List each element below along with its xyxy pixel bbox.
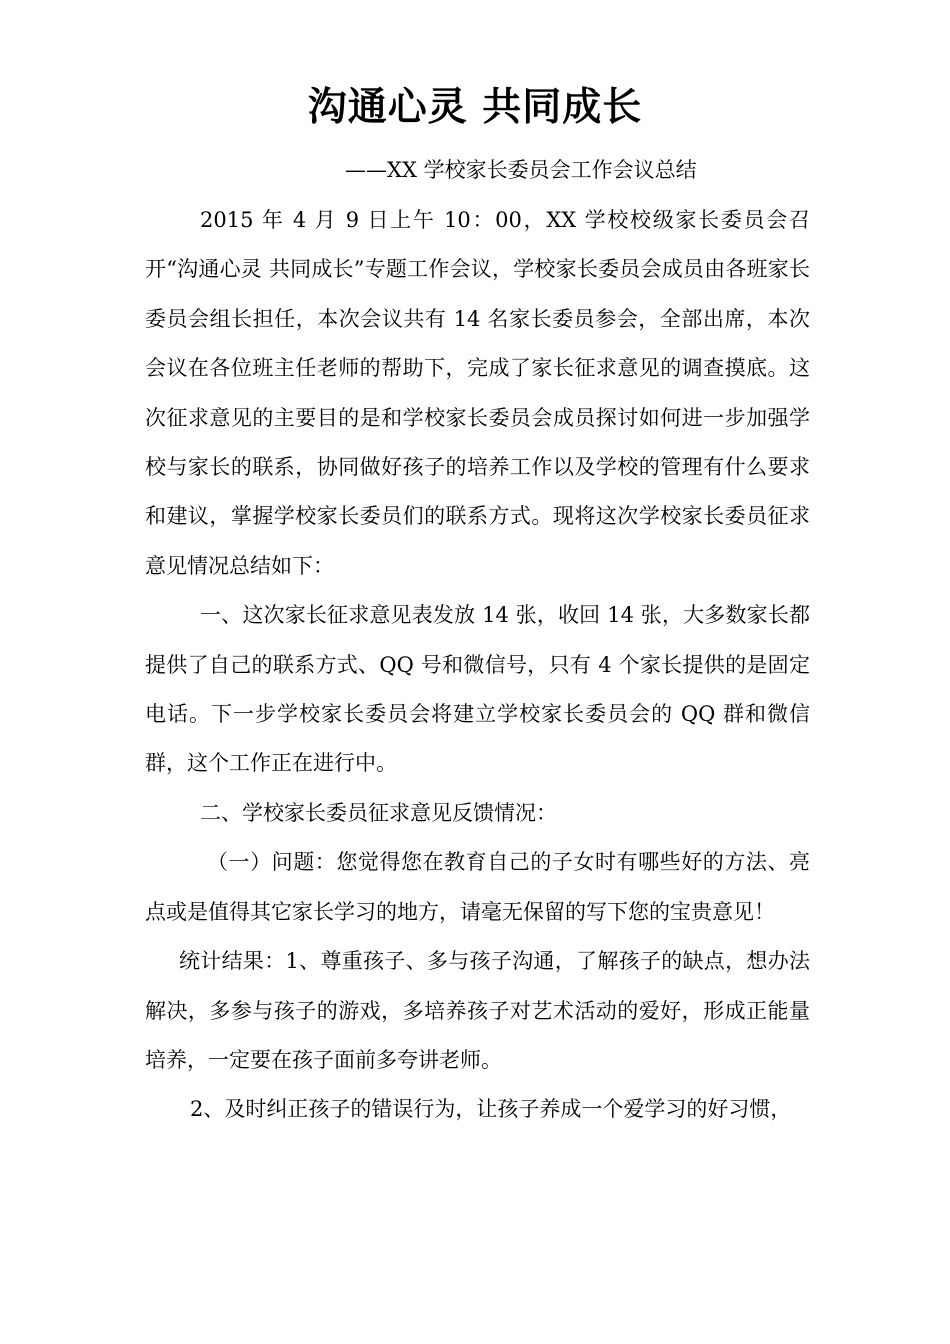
paragraph-meeting-intro: 2015 年 4 月 9 日上午 10：00，XX 学校校级家长委员会召开“沟通心灵 共同成长”专题工作会议，学校家长委员会成员由各班家长委员会组长担任，本次会议共有 14 名家长委员参会，全部出席，本次会议在各位班主任老师的帮助下，完成了家长征求意见的调查摸底。这次征求意见的主要目的是和学校家长委员会成员探讨如何进一步加强学校与家长的联系，协同做好孩子的培养工作以及学校的管理有什么要求和建议，掌握学校家长委员们的联系方式。现将这次学校家长委员征求意见情况总结如下： xyxy=(145,208,810,578)
paragraph-section-two-heading: 二、学校家长委员征求意见反馈情况： xyxy=(200,800,557,825)
document-subtitle: ——XX 学校家长委员会工作会议总结 xyxy=(345,158,697,182)
document-title: 沟通心灵 共同成长 xyxy=(307,85,643,130)
paragraph-statistics-result: 统计结果：1、尊重孩子、多与孩子沟通，了解孩子的缺点，想办法解决，多参与孩子的游戏，多培养孩子对艺术活动的爱好，形成正能量培养，一定要在孩子面前多夸讲老师。 xyxy=(145,949,810,1072)
paragraph-section-one: 一、这次家长征求意见表发放 14 张，收回 14 张，大多数家长都提供了自己的联系方式、QQ 号和微信号，只有 4 个家长提供的是固定电话。下一步学校家长委员会将建立学校家长委员会的 QQ 群和微信群，这个工作正在进行中。 xyxy=(145,603,810,776)
paragraph-question-one: （一）问题：您觉得您在教育自己的子女时有哪些好的方法、亮点或是值得其它家长学习的地方，请毫无保留的写下您的宝贵意见！ xyxy=(145,850,810,924)
document-body xyxy=(145,196,810,1135)
paragraph-item-two: 2、及时纠正孩子的错误行为，让孩子养成一个爱学习的好习惯， xyxy=(190,1097,792,1122)
